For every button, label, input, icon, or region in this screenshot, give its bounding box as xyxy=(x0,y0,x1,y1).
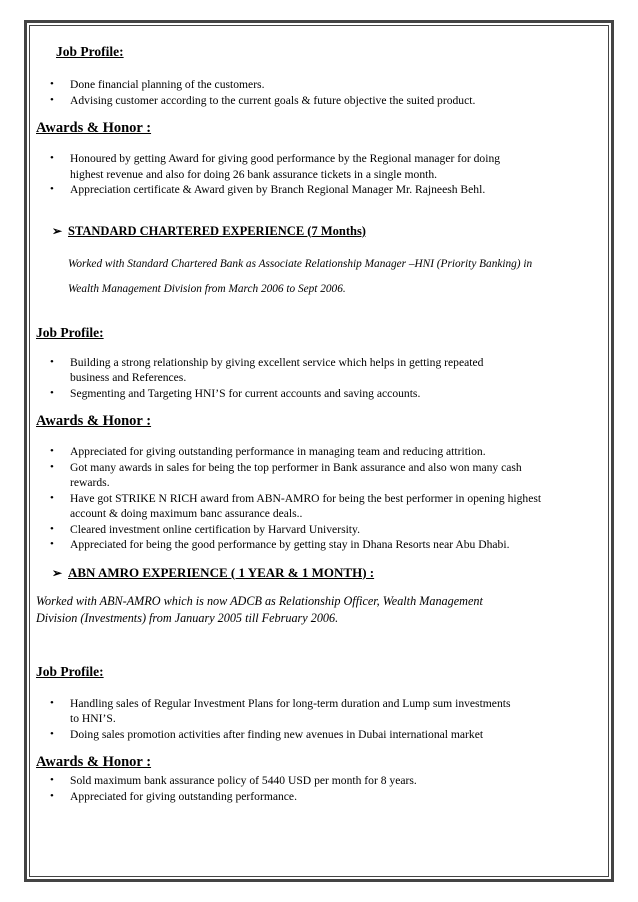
list-item: • Segmenting and Targeting HNI’S for current accounts and saving accounts. xyxy=(50,386,421,400)
list-item-continuation: business and References. xyxy=(70,371,187,384)
list-item: • Handling sales of Regular Investment Plans for long-term duration and Lump sum investments xyxy=(50,696,511,710)
list-item: • Sold maximum bank assurance policy of 5440 USD per month for 8 years. xyxy=(50,774,417,787)
list-item: • Doing sales promotion activities after finding new avenues in Dubai international market xyxy=(50,727,484,741)
list-item: • Done financial planning of the customers. xyxy=(50,78,265,91)
job-profile-list xyxy=(36,355,602,402)
experience-heading: ➢ ABN AMRO EXPERIENCE ( 1 YEAR & 1 MONTH) : xyxy=(52,564,375,580)
experience-description: Worked with Standard Chartered Bank as Associate Relationship Manager –HNI (Priority Banking) in Wealth Management Division from March 2006 to Sept 2006. xyxy=(68,257,533,295)
awards-list xyxy=(36,773,602,804)
arrow-bullet-icon: ➢ xyxy=(52,565,63,580)
list-item: • Appreciation certificate & Award given by Branch Regional Manager Mr. Rajneesh Behl. xyxy=(50,183,486,196)
list-item: • Cleared investment online certification by Harvard University. xyxy=(50,522,360,536)
job-profile-heading: Job Profile: xyxy=(56,44,124,59)
experience-heading: ➢ STANDARD CHARTERED EXPERIENCE (7 Months) xyxy=(52,223,366,238)
list-item: • Honoured by getting Award for giving good performance by the Regional manager for doing xyxy=(50,152,501,165)
list-item-continuation: highest revenue and also for doing 26 bank assurance tickets in a single month. xyxy=(70,167,438,181)
list-item: • Have got STRIKE N RICH award from ABN-AMRO for being the best performer in opening highest xyxy=(50,491,542,505)
arrow-bullet-icon: ➢ xyxy=(52,223,63,238)
list-item-continuation: account & doing maximum banc assurance deals.. xyxy=(70,507,303,520)
awards-list xyxy=(36,151,602,198)
job-profile-heading: Job Profile: xyxy=(36,324,104,340)
job-profile-list xyxy=(36,77,602,108)
job-profile-list xyxy=(36,696,602,743)
resume-content xyxy=(36,44,602,804)
list-item-continuation: rewards. xyxy=(70,476,110,489)
list-item: • Appreciated for giving outstanding performance. xyxy=(50,789,297,803)
awards-heading: Awards & Honor : xyxy=(36,413,152,429)
list-item: • Advising customer according to the current goals & future objective the suited product. xyxy=(50,93,476,107)
awards-heading: Awards & Honor : xyxy=(36,754,152,770)
list-item: • Got many awards in sales for being the top performer in Bank assurance and also won many cash xyxy=(50,460,522,474)
list-item: • Appreciated for being the good performance by getting stay in Dhana Resorts near Abu Dhabi. xyxy=(50,538,510,551)
list-item-continuation: to HNI’S. xyxy=(70,712,116,725)
awards-list xyxy=(36,444,602,553)
job-profile-heading: Job Profile: xyxy=(36,663,104,679)
experience-description: Worked with ABN-AMRO which is now ADCB as Relationship Officer, Wealth Management Division (Investments) from January 2005 till February 2006. xyxy=(36,593,483,625)
awards-heading: Awards & Honor : xyxy=(36,120,152,136)
list-item: • Appreciated for giving outstanding performance in managing team and reducing attrition. xyxy=(50,445,486,458)
list-item: • Building a strong relationship by giving excellent service which helps in getting repeated xyxy=(50,355,484,369)
